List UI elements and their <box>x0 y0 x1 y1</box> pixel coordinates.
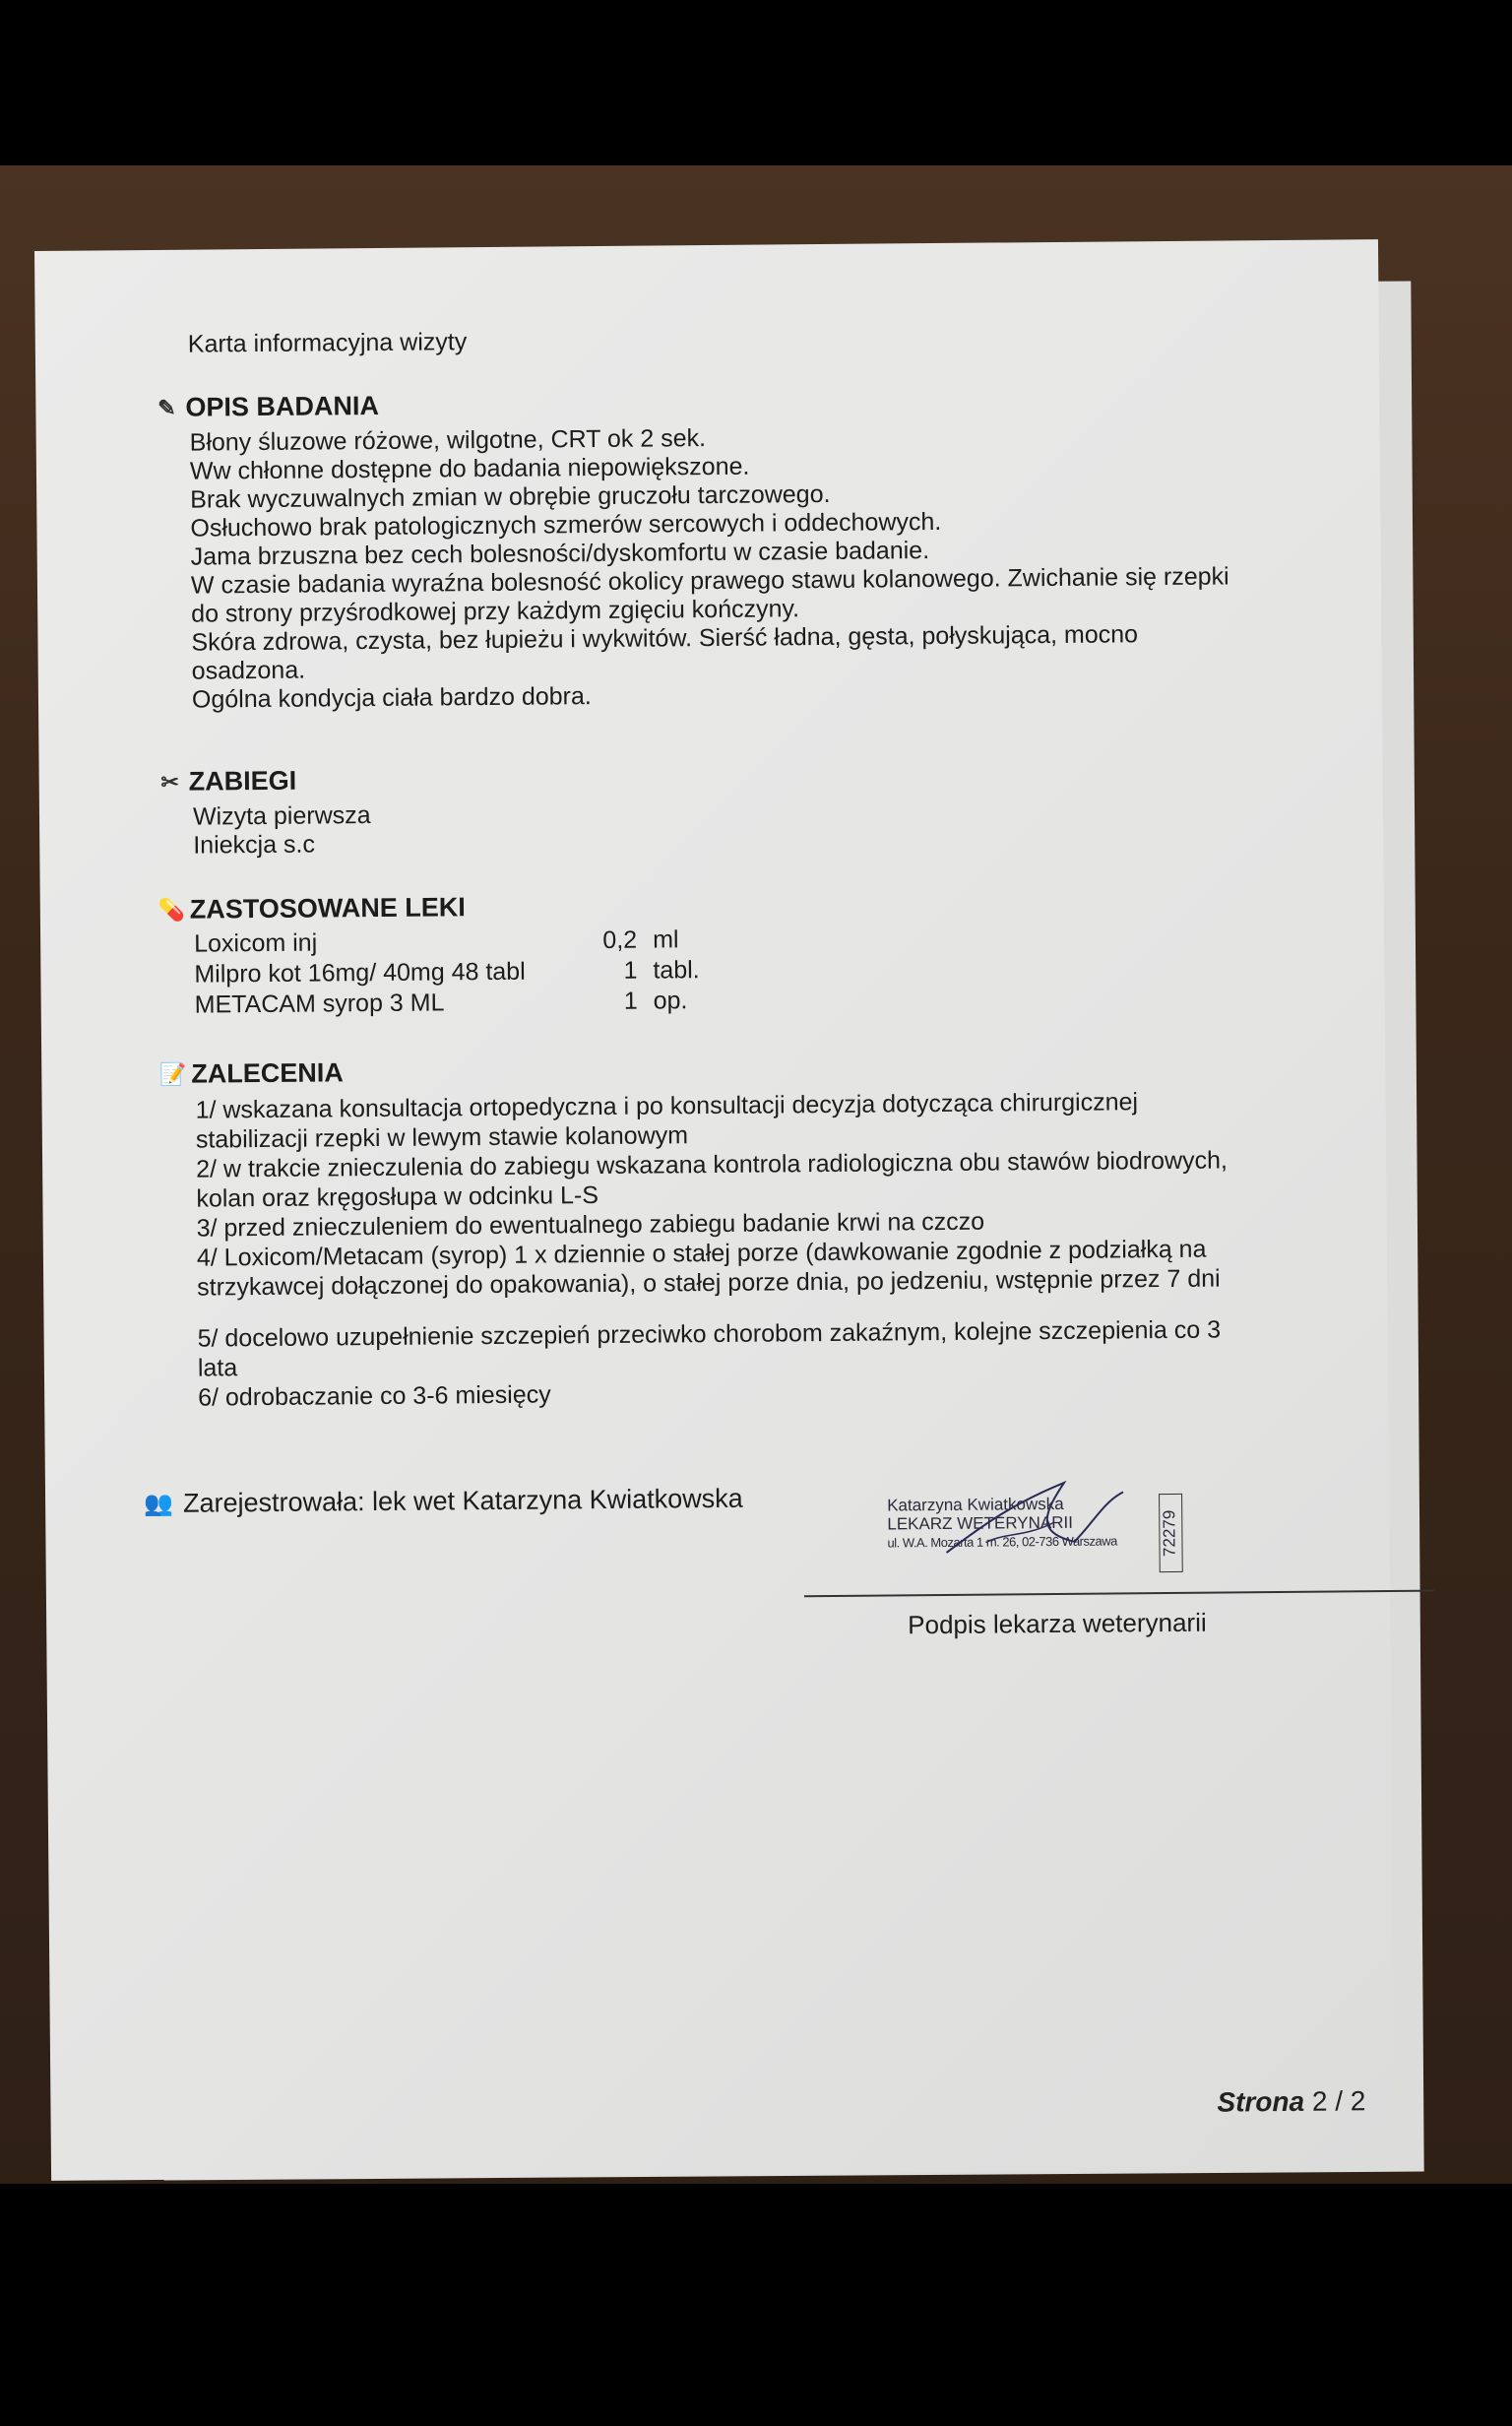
examination-lines <box>190 418 1367 714</box>
pencil-icon: ✎ <box>158 395 176 420</box>
page-total: / 2 <box>1335 2085 1366 2117</box>
text-line: W czasie badania wyraźna bolesność okolicy prawego stawu kolanowego. Zwichanie się rzepki <box>190 562 1229 600</box>
document-title: Karta informacyjna wizyty <box>187 328 468 358</box>
section-recommendations <box>159 1049 1373 1413</box>
stamp-license-number: 72279 <box>1159 1494 1183 1572</box>
text-line: 4/ Loxicom/Metacam (syrop) 1 x dziennie o stałej porze (dawkowanie zgodnie z podziałką na <box>196 1235 1207 1272</box>
text-line: kolan oraz kręgosłupa w odcinku L-S <box>196 1181 599 1213</box>
med-name: Loxicom inj <box>194 928 318 958</box>
pills-icon: 💊 <box>158 897 186 923</box>
section-heading: ✎ OPIS BADANIA <box>154 382 1364 423</box>
text-line: 2/ w trakcie znieczulenia do zabiegu wskazana kontrola radiologiczna obu stawów biodrowych, <box>196 1146 1228 1183</box>
section-heading: ✂ ZABIEGI <box>158 756 1368 798</box>
section-procedures <box>158 756 1369 861</box>
med-qty: 0,2 <box>602 926 638 954</box>
text-line: Ww chłonne dostępne do badania niepowiększone. <box>189 452 750 485</box>
stamp-title: LEKARZ WETERYNARII <box>887 1512 1074 1534</box>
text-line: 1/ wskazana konsultacja ortopedyczna i po konsultacji decyzja dotycząca chirurgicznej <box>195 1088 1139 1124</box>
text-line: Iniekcja s.c <box>193 830 316 860</box>
section-heading: 📝 ZALECENIA <box>159 1057 344 1089</box>
signature-line <box>804 1590 1434 1598</box>
text-line: stabilizacji rzepki w lewym stawie kolanowym <box>195 1121 689 1154</box>
medications-table <box>194 925 700 1020</box>
page-number <box>1217 2085 1365 2118</box>
signature-caption: Podpis lekarza weterynarii <box>908 1607 1207 1640</box>
med-name: Milpro kot 16mg/ 40mg 48 tabl <box>194 957 526 989</box>
edit-icon: 📝 <box>159 1061 187 1087</box>
text-line: do strony przyśrodkowej przy każdym zgięciu kończyny. <box>191 595 800 628</box>
text-line: Skóra zdrowa, czysta, bez łupieżu i wykwitów. Sierść ładna, gęsta, połyskująca, mocno <box>191 620 1139 657</box>
stamp-address: ul. W.A. Mozarta 1 m. 26, 02-736 Warszawa <box>887 1533 1117 1551</box>
med-name: METACAM syrop 3 ML <box>194 989 445 1019</box>
table-row <box>194 955 700 990</box>
page-label: Strona <box>1217 2085 1305 2118</box>
med-unit: ml <box>653 926 679 954</box>
text-line: lata <box>197 1354 238 1382</box>
procedure-lines <box>193 793 1368 860</box>
registered-by: 👥 Zarejestrowała: lek wet Katarzyna Kwiatkowska <box>143 1483 743 1518</box>
text-line: Osłuchowo brak patologicznych szmerów sercowych i oddechowych. <box>190 507 942 543</box>
text-line: strzykawcej dołączonej do opakowania), o stałej porze dnia, po jedzeniu, wstępnie przez 7 dni <box>197 1264 1221 1302</box>
stamp-name: Katarzyna Kwiatkowska <box>887 1494 1064 1515</box>
table-row <box>195 986 701 1020</box>
section-medications <box>158 884 1370 1021</box>
text-line: Wizyta pierwsza <box>192 801 371 831</box>
text-line: 3/ przed znieczuleniem do ewentualnego zabiegu badanie krwi na czczo <box>196 1207 985 1243</box>
med-unit: op. <box>653 987 688 1015</box>
med-qty: 1 <box>623 956 638 985</box>
text-line: Ogólna kondycja ciała bardzo dobra. <box>191 682 592 714</box>
text-line: Błony śluzowe różowe, wilgotne, CRT ok 2 sek. <box>189 424 707 457</box>
text-line: 5/ docelowo uzupełnienie szczepień przeciwko chorobom zakaźnym, kolejne szczepienia co 3 <box>197 1315 1222 1353</box>
med-qty: 1 <box>623 987 638 1015</box>
recommendation-lines <box>195 1085 1373 1412</box>
table-row <box>194 925 700 959</box>
scissors-icon: ✂ <box>160 769 180 795</box>
text-line: Brak wyczuwalnych zmian w obrębie gruczołu tarczowego. <box>190 479 831 514</box>
text-line: osadzona. <box>191 656 306 685</box>
users-icon: 👥 <box>143 1490 174 1518</box>
text-line: Jama brzuszna bez cech bolesności/dyskomfortu w czasie badanie. <box>190 537 930 571</box>
med-unit: tabl. <box>653 956 700 985</box>
visit-information-sheet <box>34 239 1395 2181</box>
section-heading: 💊 ZASTOSOWANE LEKI <box>158 892 466 925</box>
veterinarian-stamp <box>887 1494 1183 1573</box>
page-current: 2 <box>1311 2085 1328 2117</box>
text-line: 6/ odrobaczanie co 3-6 miesięcy <box>198 1380 551 1412</box>
section-examination <box>154 382 1367 715</box>
